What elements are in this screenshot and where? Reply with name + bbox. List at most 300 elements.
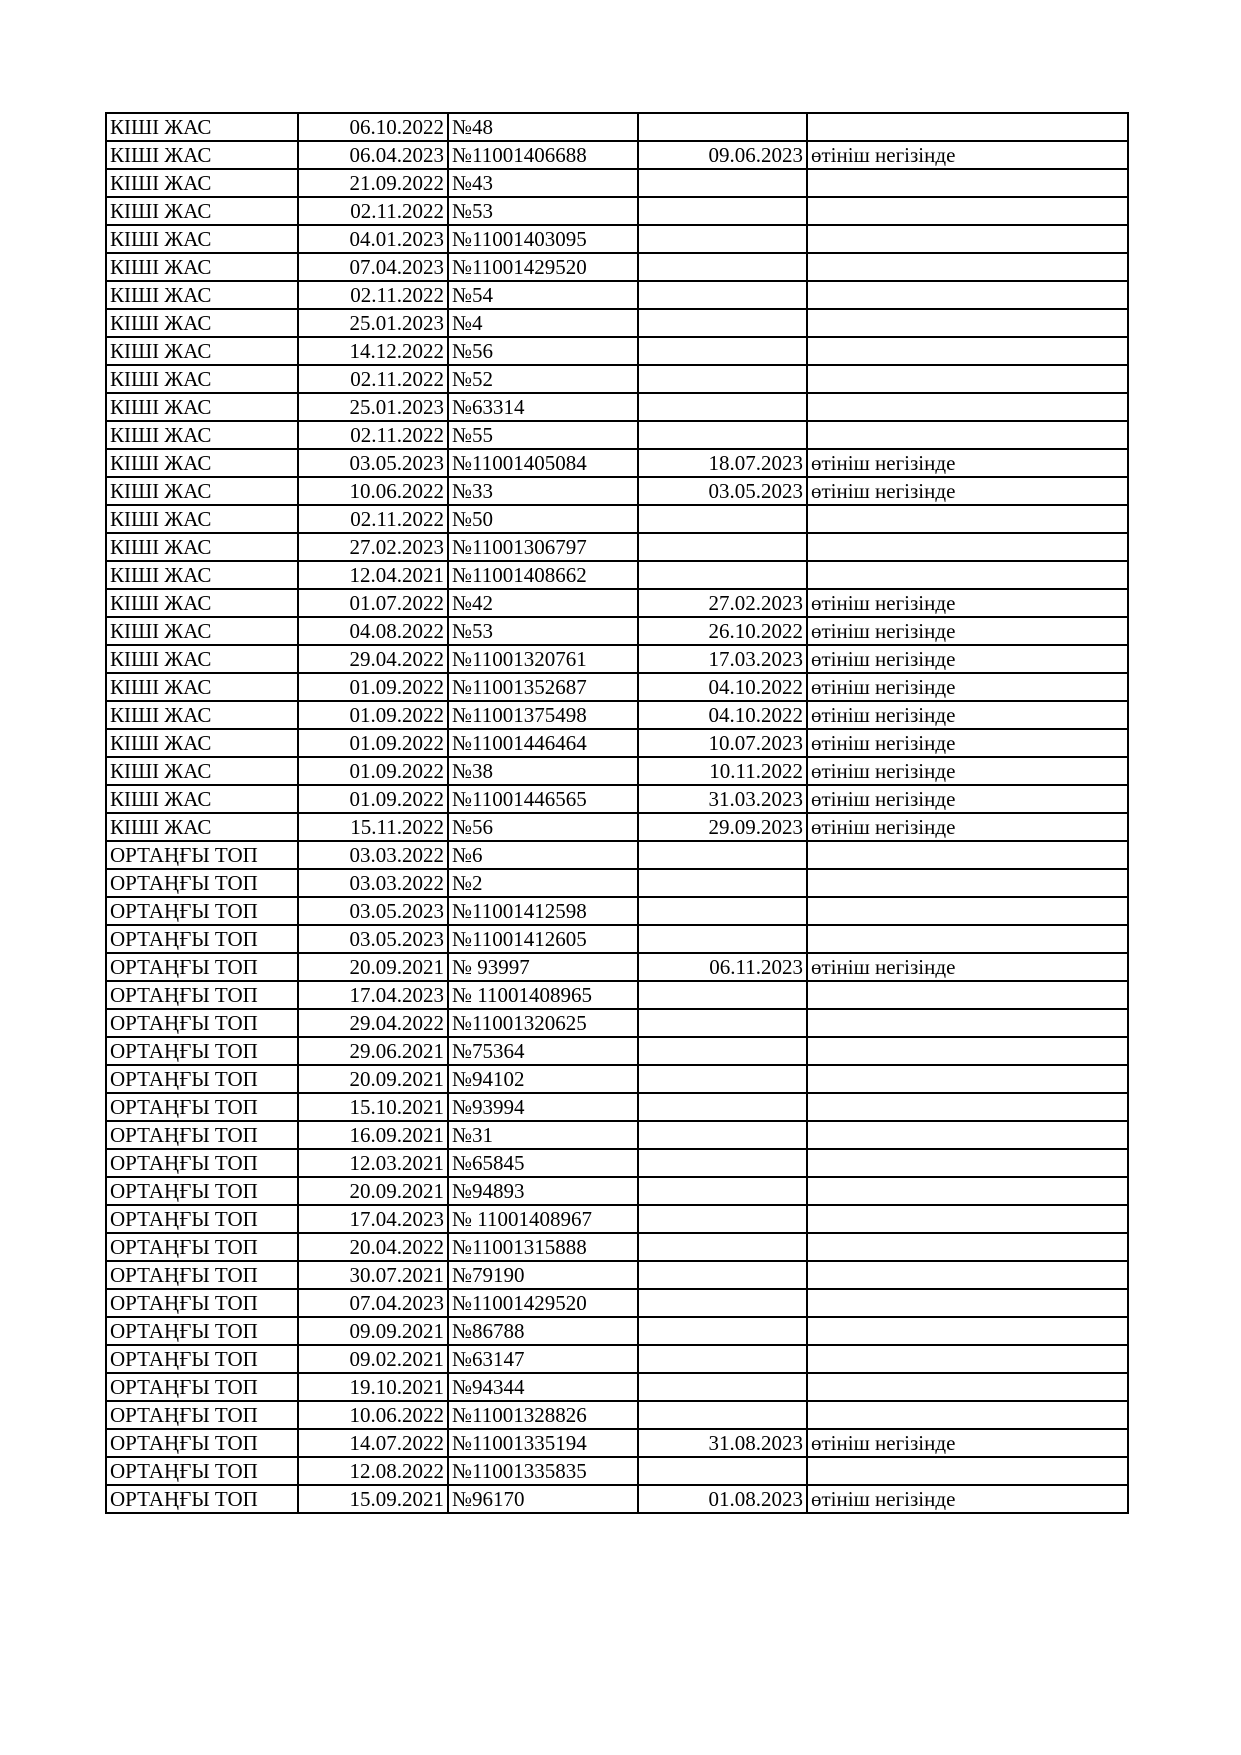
leave-date-cell xyxy=(638,393,807,421)
leave-date-cell: 10.11.2022 xyxy=(638,757,807,785)
reason-cell xyxy=(807,309,1128,337)
group-cell: ОРТАҢҒЫ ТОП xyxy=(106,1317,298,1345)
table-row xyxy=(106,1289,1128,1317)
reason-cell: өтініш негізінде xyxy=(807,757,1128,785)
table-row xyxy=(106,617,1128,645)
table-row xyxy=(106,673,1128,701)
leave-date-cell xyxy=(638,1261,807,1289)
leave-date-cell xyxy=(638,197,807,225)
table-row xyxy=(106,1149,1128,1177)
leave-date-cell: 10.07.2023 xyxy=(638,729,807,757)
table-row xyxy=(106,757,1128,785)
table-row xyxy=(106,365,1128,393)
group-cell: КІШІ ЖАС xyxy=(106,141,298,169)
reason-cell xyxy=(807,393,1128,421)
table-row xyxy=(106,1261,1128,1289)
table-row xyxy=(106,1429,1128,1457)
table-row xyxy=(106,337,1128,365)
order-number-cell: №11001403095 xyxy=(448,225,638,253)
reason-cell: өтініш негізінде xyxy=(807,141,1128,169)
leave-date-cell xyxy=(638,365,807,393)
order-number-cell: №11001429520 xyxy=(448,253,638,281)
leave-date-cell xyxy=(638,897,807,925)
leave-date-cell xyxy=(638,841,807,869)
group-cell: ОРТАҢҒЫ ТОП xyxy=(106,1457,298,1485)
table-row xyxy=(106,1065,1128,1093)
table-row xyxy=(106,197,1128,225)
table-row xyxy=(106,309,1128,337)
group-cell: ОРТАҢҒЫ ТОП xyxy=(106,953,298,981)
group-cell: ОРТАҢҒЫ ТОП xyxy=(106,1093,298,1121)
table-row xyxy=(106,925,1128,953)
table-row xyxy=(106,729,1128,757)
order-number-cell: № 11001408967 xyxy=(448,1205,638,1233)
leave-date-cell xyxy=(638,1093,807,1121)
leave-date-cell xyxy=(638,1457,807,1485)
leave-date-cell xyxy=(638,1065,807,1093)
table-row xyxy=(106,1373,1128,1401)
table-row xyxy=(106,1037,1128,1065)
order-number-cell: №48 xyxy=(448,113,638,141)
reason-cell xyxy=(807,869,1128,897)
leave-date-cell xyxy=(638,981,807,1009)
leave-date-cell: 04.10.2022 xyxy=(638,701,807,729)
group-cell: КІШІ ЖАС xyxy=(106,589,298,617)
reason-cell: өтініш негізінде xyxy=(807,645,1128,673)
table-row xyxy=(106,505,1128,533)
group-cell: ОРТАҢҒЫ ТОП xyxy=(106,981,298,1009)
group-cell: ОРТАҢҒЫ ТОП xyxy=(106,1009,298,1037)
order-number-cell: №31 xyxy=(448,1121,638,1149)
group-cell: КІШІ ЖАС xyxy=(106,169,298,197)
leave-date-cell: 17.03.2023 xyxy=(638,645,807,673)
table-row xyxy=(106,645,1128,673)
group-cell: ОРТАҢҒЫ ТОП xyxy=(106,841,298,869)
table-row xyxy=(106,393,1128,421)
order-number-cell: №2 xyxy=(448,869,638,897)
order-number-cell: №79190 xyxy=(448,1261,638,1289)
table-row xyxy=(106,589,1128,617)
reason-cell xyxy=(807,225,1128,253)
table-row xyxy=(106,169,1128,197)
leave-date-cell: 31.08.2023 xyxy=(638,1429,807,1457)
admission-date-cell: 10.06.2022 xyxy=(298,1401,448,1429)
leave-date-cell xyxy=(638,113,807,141)
reason-cell xyxy=(807,1121,1128,1149)
order-number-cell: №63147 xyxy=(448,1345,638,1373)
table-row xyxy=(106,281,1128,309)
group-cell: ОРТАҢҒЫ ТОП xyxy=(106,1177,298,1205)
admission-date-cell: 21.09.2022 xyxy=(298,169,448,197)
order-number-cell: № 93997 xyxy=(448,953,638,981)
admission-date-cell: 14.07.2022 xyxy=(298,1429,448,1457)
order-number-cell: №53 xyxy=(448,197,638,225)
leave-date-cell xyxy=(638,169,807,197)
order-number-cell: №55 xyxy=(448,421,638,449)
table-row xyxy=(106,897,1128,925)
group-cell: КІШІ ЖАС xyxy=(106,113,298,141)
reason-cell xyxy=(807,981,1128,1009)
table-row xyxy=(106,141,1128,169)
reason-cell xyxy=(807,281,1128,309)
group-cell: КІШІ ЖАС xyxy=(106,561,298,589)
order-number-cell: №96170 xyxy=(448,1485,638,1513)
group-cell: КІШІ ЖАС xyxy=(106,645,298,673)
admission-date-cell: 02.11.2022 xyxy=(298,505,448,533)
table-row xyxy=(106,533,1128,561)
reason-cell xyxy=(807,505,1128,533)
group-cell: КІШІ ЖАС xyxy=(106,617,298,645)
table-row xyxy=(106,449,1128,477)
order-number-cell: №11001408662 xyxy=(448,561,638,589)
admission-date-cell: 17.04.2023 xyxy=(298,981,448,1009)
group-cell: КІШІ ЖАС xyxy=(106,393,298,421)
order-number-cell: №11001412605 xyxy=(448,925,638,953)
reason-cell xyxy=(807,1233,1128,1261)
reason-cell xyxy=(807,897,1128,925)
admission-date-cell: 09.02.2021 xyxy=(298,1345,448,1373)
order-number-cell: №63314 xyxy=(448,393,638,421)
reason-cell xyxy=(807,113,1128,141)
leave-date-cell xyxy=(638,505,807,533)
admission-date-cell: 01.09.2022 xyxy=(298,673,448,701)
order-number-cell: №42 xyxy=(448,589,638,617)
leave-date-cell xyxy=(638,1289,807,1317)
reason-cell xyxy=(807,197,1128,225)
admission-date-cell: 20.09.2021 xyxy=(298,953,448,981)
admission-date-cell: 03.05.2023 xyxy=(298,897,448,925)
order-number-cell: №38 xyxy=(448,757,638,785)
admission-date-cell: 15.11.2022 xyxy=(298,813,448,841)
reason-cell xyxy=(807,1205,1128,1233)
table-row xyxy=(106,1457,1128,1485)
group-cell: КІШІ ЖАС xyxy=(106,197,298,225)
reason-cell xyxy=(807,1037,1128,1065)
admission-date-cell: 01.07.2022 xyxy=(298,589,448,617)
admission-date-cell: 27.02.2023 xyxy=(298,533,448,561)
order-number-cell: №4 xyxy=(448,309,638,337)
reason-cell: өтініш негізінде xyxy=(807,673,1128,701)
table-row xyxy=(106,841,1128,869)
table-row xyxy=(106,1093,1128,1121)
admission-date-cell: 02.11.2022 xyxy=(298,281,448,309)
order-number-cell: №94102 xyxy=(448,1065,638,1093)
leave-date-cell: 18.07.2023 xyxy=(638,449,807,477)
reason-cell xyxy=(807,1261,1128,1289)
group-cell: КІШІ ЖАС xyxy=(106,337,298,365)
admission-date-cell: 01.09.2022 xyxy=(298,701,448,729)
reason-cell xyxy=(807,337,1128,365)
leave-date-cell xyxy=(638,925,807,953)
order-number-cell: №94893 xyxy=(448,1177,638,1205)
group-cell: ОРТАҢҒЫ ТОП xyxy=(106,869,298,897)
group-cell: ОРТАҢҒЫ ТОП xyxy=(106,1373,298,1401)
order-number-cell: №11001328826 xyxy=(448,1401,638,1429)
order-number-cell: №65845 xyxy=(448,1149,638,1177)
admission-date-cell: 02.11.2022 xyxy=(298,365,448,393)
leave-date-cell xyxy=(638,1233,807,1261)
table-row xyxy=(106,701,1128,729)
reason-cell xyxy=(807,1009,1128,1037)
group-cell: ОРТАҢҒЫ ТОП xyxy=(106,1037,298,1065)
table-row xyxy=(106,1121,1128,1149)
admission-date-cell: 17.04.2023 xyxy=(298,1205,448,1233)
reason-cell: өтініш негізінде xyxy=(807,701,1128,729)
leave-date-cell xyxy=(638,253,807,281)
leave-date-cell xyxy=(638,533,807,561)
table-row xyxy=(106,225,1128,253)
admission-date-cell: 03.05.2023 xyxy=(298,449,448,477)
order-number-cell: №11001320625 xyxy=(448,1009,638,1037)
reason-cell: өтініш негізінде xyxy=(807,589,1128,617)
order-number-cell: №11001375498 xyxy=(448,701,638,729)
order-number-cell: №11001335194 xyxy=(448,1429,638,1457)
group-cell: КІШІ ЖАС xyxy=(106,701,298,729)
leave-date-cell: 27.02.2023 xyxy=(638,589,807,617)
reason-cell xyxy=(807,1177,1128,1205)
order-number-cell: №11001405084 xyxy=(448,449,638,477)
order-number-cell: №93994 xyxy=(448,1093,638,1121)
leave-date-cell xyxy=(638,1149,807,1177)
group-cell: ОРТАҢҒЫ ТОП xyxy=(106,925,298,953)
reason-cell: өтініш негізінде xyxy=(807,729,1128,757)
leave-date-cell: 04.10.2022 xyxy=(638,673,807,701)
order-number-cell: №11001320761 xyxy=(448,645,638,673)
leave-date-cell xyxy=(638,1373,807,1401)
group-cell: ОРТАҢҒЫ ТОП xyxy=(106,1289,298,1317)
admission-date-cell: 06.10.2022 xyxy=(298,113,448,141)
admission-date-cell: 29.04.2022 xyxy=(298,645,448,673)
admission-date-cell: 12.03.2021 xyxy=(298,1149,448,1177)
table-row xyxy=(106,1233,1128,1261)
order-number-cell: №11001412598 xyxy=(448,897,638,925)
order-number-cell: №11001352687 xyxy=(448,673,638,701)
group-cell: ОРТАҢҒЫ ТОП xyxy=(106,1233,298,1261)
group-cell: КІШІ ЖАС xyxy=(106,421,298,449)
admission-date-cell: 12.08.2022 xyxy=(298,1457,448,1485)
group-cell: КІШІ ЖАС xyxy=(106,309,298,337)
leave-date-cell xyxy=(638,421,807,449)
group-cell: КІШІ ЖАС xyxy=(106,533,298,561)
group-cell: КІШІ ЖАС xyxy=(106,225,298,253)
admission-date-cell: 29.06.2021 xyxy=(298,1037,448,1065)
admission-date-cell: 29.04.2022 xyxy=(298,1009,448,1037)
reason-cell xyxy=(807,533,1128,561)
group-cell: ОРТАҢҒЫ ТОП xyxy=(106,1149,298,1177)
leave-date-cell: 03.05.2023 xyxy=(638,477,807,505)
reason-cell xyxy=(807,841,1128,869)
leave-date-cell xyxy=(638,1345,807,1373)
table-row xyxy=(106,1205,1128,1233)
reason-cell xyxy=(807,1149,1128,1177)
admission-date-cell: 04.01.2023 xyxy=(298,225,448,253)
reason-cell: өтініш негізінде xyxy=(807,1429,1128,1457)
group-cell: КІШІ ЖАС xyxy=(106,813,298,841)
leave-date-cell: 26.10.2022 xyxy=(638,617,807,645)
order-number-cell: №56 xyxy=(448,337,638,365)
admission-date-cell: 01.09.2022 xyxy=(298,785,448,813)
group-cell: ОРТАҢҒЫ ТОП xyxy=(106,1429,298,1457)
group-cell: ОРТАҢҒЫ ТОП xyxy=(106,1345,298,1373)
order-number-cell: №75364 xyxy=(448,1037,638,1065)
order-number-cell: №53 xyxy=(448,617,638,645)
group-cell: ОРТАҢҒЫ ТОП xyxy=(106,1401,298,1429)
table-row xyxy=(106,113,1128,141)
admission-date-cell: 15.10.2021 xyxy=(298,1093,448,1121)
group-cell: КІШІ ЖАС xyxy=(106,365,298,393)
table-row xyxy=(106,1009,1128,1037)
admission-date-cell: 20.09.2021 xyxy=(298,1177,448,1205)
admission-date-cell: 12.04.2021 xyxy=(298,561,448,589)
group-cell: ОРТАҢҒЫ ТОП xyxy=(106,1485,298,1513)
leave-date-cell xyxy=(638,225,807,253)
group-cell: КІШІ ЖАС xyxy=(106,281,298,309)
admission-date-cell: 03.05.2023 xyxy=(298,925,448,953)
order-number-cell: №11001429520 xyxy=(448,1289,638,1317)
leave-date-cell xyxy=(638,1205,807,1233)
table-body xyxy=(106,113,1128,1513)
admission-date-cell: 20.04.2022 xyxy=(298,1233,448,1261)
reason-cell xyxy=(807,253,1128,281)
reason-cell: өтініш негізінде xyxy=(807,785,1128,813)
admission-date-cell: 07.04.2023 xyxy=(298,253,448,281)
admission-date-cell: 03.03.2022 xyxy=(298,841,448,869)
leave-date-cell: 09.06.2023 xyxy=(638,141,807,169)
admission-date-cell: 20.09.2021 xyxy=(298,1065,448,1093)
order-number-cell: №54 xyxy=(448,281,638,309)
leave-date-cell xyxy=(638,869,807,897)
reason-cell xyxy=(807,1093,1128,1121)
reason-cell xyxy=(807,561,1128,589)
table-row xyxy=(106,1345,1128,1373)
table-row xyxy=(106,785,1128,813)
order-number-cell: №86788 xyxy=(448,1317,638,1345)
reason-cell: өтініш негізінде xyxy=(807,477,1128,505)
admission-date-cell: 06.04.2023 xyxy=(298,141,448,169)
document-table xyxy=(105,112,1129,1514)
admission-date-cell: 30.07.2021 xyxy=(298,1261,448,1289)
admission-date-cell: 07.04.2023 xyxy=(298,1289,448,1317)
order-number-cell: №94344 xyxy=(448,1373,638,1401)
order-number-cell: №11001335835 xyxy=(448,1457,638,1485)
leave-date-cell xyxy=(638,309,807,337)
reason-cell xyxy=(807,1065,1128,1093)
reason-cell: өтініш негізінде xyxy=(807,953,1128,981)
reason-cell xyxy=(807,925,1128,953)
table-row xyxy=(106,1177,1128,1205)
order-number-cell: №50 xyxy=(448,505,638,533)
admission-date-cell: 02.11.2022 xyxy=(298,197,448,225)
table-row xyxy=(106,1485,1128,1513)
order-number-cell: №11001315888 xyxy=(448,1233,638,1261)
order-number-cell: №11001446565 xyxy=(448,785,638,813)
leave-date-cell xyxy=(638,281,807,309)
reason-cell: өтініш негізінде xyxy=(807,813,1128,841)
reason-cell: өтініш негізінде xyxy=(807,617,1128,645)
group-cell: КІШІ ЖАС xyxy=(106,253,298,281)
leave-date-cell xyxy=(638,337,807,365)
reason-cell: өтініш негізінде xyxy=(807,1485,1128,1513)
leave-date-cell xyxy=(638,1121,807,1149)
order-number-cell: № 11001408965 xyxy=(448,981,638,1009)
table-row xyxy=(106,869,1128,897)
leave-date-cell: 01.08.2023 xyxy=(638,1485,807,1513)
leave-date-cell xyxy=(638,1009,807,1037)
table-row xyxy=(106,813,1128,841)
order-number-cell: №52 xyxy=(448,365,638,393)
table-row xyxy=(106,421,1128,449)
reason-cell xyxy=(807,365,1128,393)
order-number-cell: №11001406688 xyxy=(448,141,638,169)
reason-cell xyxy=(807,1373,1128,1401)
order-number-cell: №11001306797 xyxy=(448,533,638,561)
group-cell: КІШІ ЖАС xyxy=(106,449,298,477)
group-cell: КІШІ ЖАС xyxy=(106,729,298,757)
group-cell: КІШІ ЖАС xyxy=(106,785,298,813)
leave-date-cell xyxy=(638,1177,807,1205)
table-row xyxy=(106,1401,1128,1429)
leave-date-cell: 29.09.2023 xyxy=(638,813,807,841)
group-cell: ОРТАҢҒЫ ТОП xyxy=(106,897,298,925)
leave-date-cell: 06.11.2023 xyxy=(638,953,807,981)
group-cell: КІШІ ЖАС xyxy=(106,673,298,701)
reason-cell xyxy=(807,169,1128,197)
reason-cell: өтініш негізінде xyxy=(807,449,1128,477)
admission-date-cell: 15.09.2021 xyxy=(298,1485,448,1513)
order-number-cell: №11001446464 xyxy=(448,729,638,757)
table-row xyxy=(106,477,1128,505)
table-row xyxy=(106,953,1128,981)
table-row xyxy=(106,561,1128,589)
group-cell: ОРТАҢҒЫ ТОП xyxy=(106,1261,298,1289)
leave-date-cell: 31.03.2023 xyxy=(638,785,807,813)
order-number-cell: №33 xyxy=(448,477,638,505)
order-number-cell: №6 xyxy=(448,841,638,869)
leave-date-cell xyxy=(638,1401,807,1429)
admission-date-cell: 02.11.2022 xyxy=(298,421,448,449)
order-number-cell: №43 xyxy=(448,169,638,197)
table-row xyxy=(106,253,1128,281)
admission-date-cell: 25.01.2023 xyxy=(298,309,448,337)
reason-cell xyxy=(807,1401,1128,1429)
admission-date-cell: 19.10.2021 xyxy=(298,1373,448,1401)
leave-date-cell xyxy=(638,561,807,589)
reason-cell xyxy=(807,1289,1128,1317)
admission-date-cell: 01.09.2022 xyxy=(298,729,448,757)
admission-date-cell: 01.09.2022 xyxy=(298,757,448,785)
admission-date-cell: 04.08.2022 xyxy=(298,617,448,645)
group-cell: КІШІ ЖАС xyxy=(106,477,298,505)
admission-date-cell: 14.12.2022 xyxy=(298,337,448,365)
table-row xyxy=(106,1317,1128,1345)
admission-date-cell: 16.09.2021 xyxy=(298,1121,448,1149)
group-cell: ОРТАҢҒЫ ТОП xyxy=(106,1065,298,1093)
group-cell: ОРТАҢҒЫ ТОП xyxy=(106,1205,298,1233)
order-number-cell: №56 xyxy=(448,813,638,841)
leave-date-cell xyxy=(638,1037,807,1065)
group-cell: КІШІ ЖАС xyxy=(106,757,298,785)
admission-date-cell: 10.06.2022 xyxy=(298,477,448,505)
admission-date-cell: 25.01.2023 xyxy=(298,393,448,421)
admission-date-cell: 09.09.2021 xyxy=(298,1317,448,1345)
admission-date-cell: 03.03.2022 xyxy=(298,869,448,897)
reason-cell xyxy=(807,1317,1128,1345)
reason-cell xyxy=(807,1345,1128,1373)
table-row xyxy=(106,981,1128,1009)
group-cell: КІШІ ЖАС xyxy=(106,505,298,533)
reason-cell xyxy=(807,1457,1128,1485)
leave-date-cell xyxy=(638,1317,807,1345)
